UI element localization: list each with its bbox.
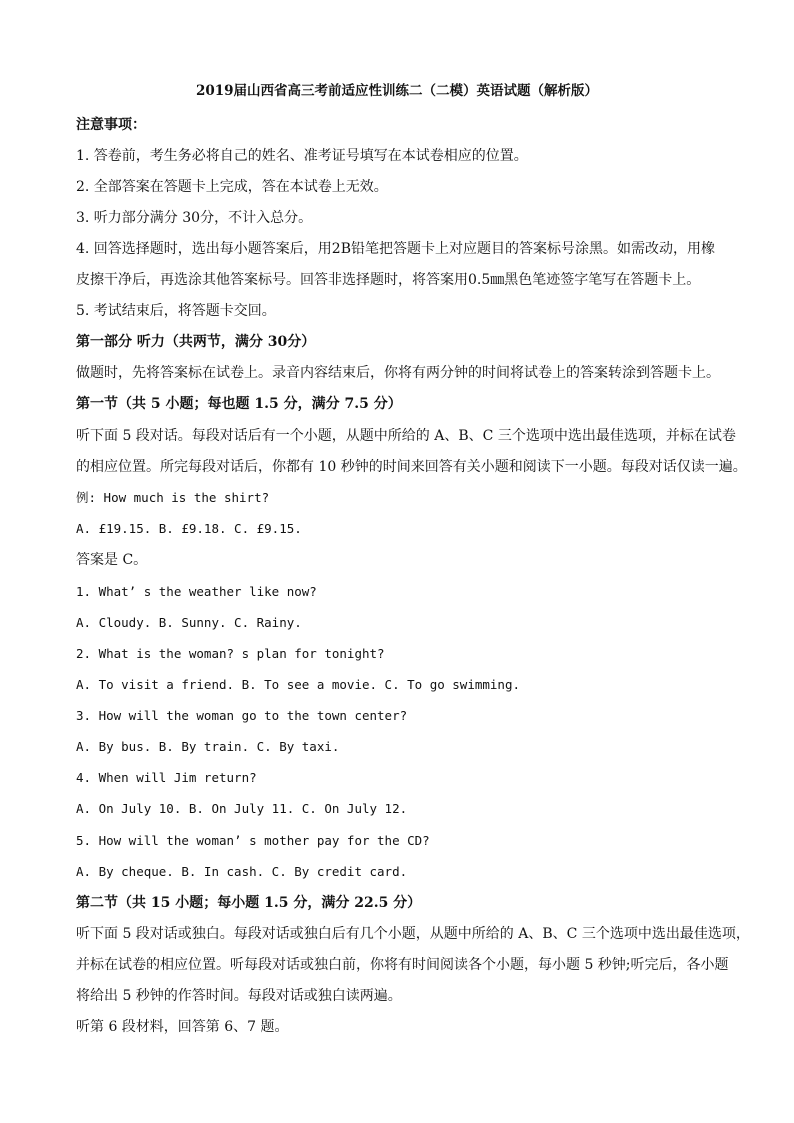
part1-instruction: 做题时，先将答案标在试卷上。录音内容结束后，你将有两分钟的时间将试卷上的答案转涂到答题卡上。: [76, 365, 720, 381]
question-text: 5. How will the woman’ s mother pay for the CD?: [76, 833, 430, 848]
notice-item: 5. 考试结束后，将答题卡交回。: [76, 303, 276, 319]
section1-instruction: 听下面 5 段对话。每段对话后有一个小题，从题中所给的 A、B、C 三个选项中选出最佳选项，并标在试卷: [76, 428, 736, 444]
section2-heading: 第二节（共 15 小题；每小题 1.5 分，满分 22.5 分）: [76, 895, 422, 911]
section1-heading: 第一节（共 5 小题；每也题 1.5 分，满分 7.5 分）: [76, 396, 402, 412]
example-question: 例: How much is the shirt?: [76, 490, 270, 505]
question-text: 3. How will the woman go to the town center?: [76, 708, 408, 723]
section1-instruction: 的相应位置。所完每段对话后，你都有 10 秒钟的时间来回答有关小题和阅读下一小题。每段对话仅读一遍。: [76, 459, 747, 475]
part1-heading: 第一部分 听力（共两节，满分 30分）: [76, 334, 316, 350]
notice-heading: 注意事项：: [76, 117, 146, 133]
example-options: A. £19.15. B. £9.18. C. £9.15.: [76, 521, 302, 536]
notice-item: 3. 听力部分满分 30分，不计入总分。: [76, 210, 313, 226]
material-line: 听第 6 段材料，回答第 6、7 题。: [76, 1019, 289, 1035]
question-text: 1. What’ s the weather like now?: [76, 584, 317, 599]
question-options: A. By bus. B. By train. C. By taxi.: [76, 739, 340, 754]
page-title: 2019届山西省高三考前适应性训练二（二模）英语试题（解析版）: [195, 83, 599, 99]
example-answer: 答案是 C。: [76, 552, 148, 568]
section2-instruction: 将给出 5 秒钟的作答时间。每段对话或独白读两遍。: [76, 988, 402, 1004]
question-text: 4. When will Jim return?: [76, 770, 257, 785]
question-options: A. By cheque. B. In cash. C. By credit card.: [76, 864, 408, 879]
section2-instruction: 听下面 5 段对话或独白。每段对话或独白后有几个小题，从题中所给的 A、B、C 三个选项中选出最佳选项，: [76, 926, 750, 942]
notice-item: 1. 答卷前，考生务必将自己的姓名、准考证号填写在本试卷相应的位置。: [76, 148, 528, 164]
question-options: A. Cloudy. B. Sunny. C. Rainy.: [76, 615, 302, 630]
notice-item: 皮擦干净后，再选涂其他答案标号。回答非选择题时，将答案用0.5㎜黑色笔迹签字笔写在答题卡上。: [76, 272, 701, 288]
question-options: A. On July 10. B. On July 11. C. On July 12.: [76, 801, 408, 816]
notice-item: 2. 全部答案在答题卡上完成，答在本试卷上无效。: [76, 179, 388, 195]
question-text: 2. What is the woman? s plan for tonight?: [76, 646, 385, 661]
section2-instruction: 并标在试卷的相应位置。听每段对话或独白前，你将有时间阅读各个小题，每小题 5 秒钟;听完后，各小题: [76, 957, 729, 973]
notice-item: 4. 回答选择题时，选出每小题答案后，用2B铅笔把答题卡上对应题目的答案标号涂黑。如需改动，用橡: [76, 241, 716, 257]
question-options: A. To visit a friend. B. To see a movie. C. To go swimming.: [76, 677, 521, 692]
